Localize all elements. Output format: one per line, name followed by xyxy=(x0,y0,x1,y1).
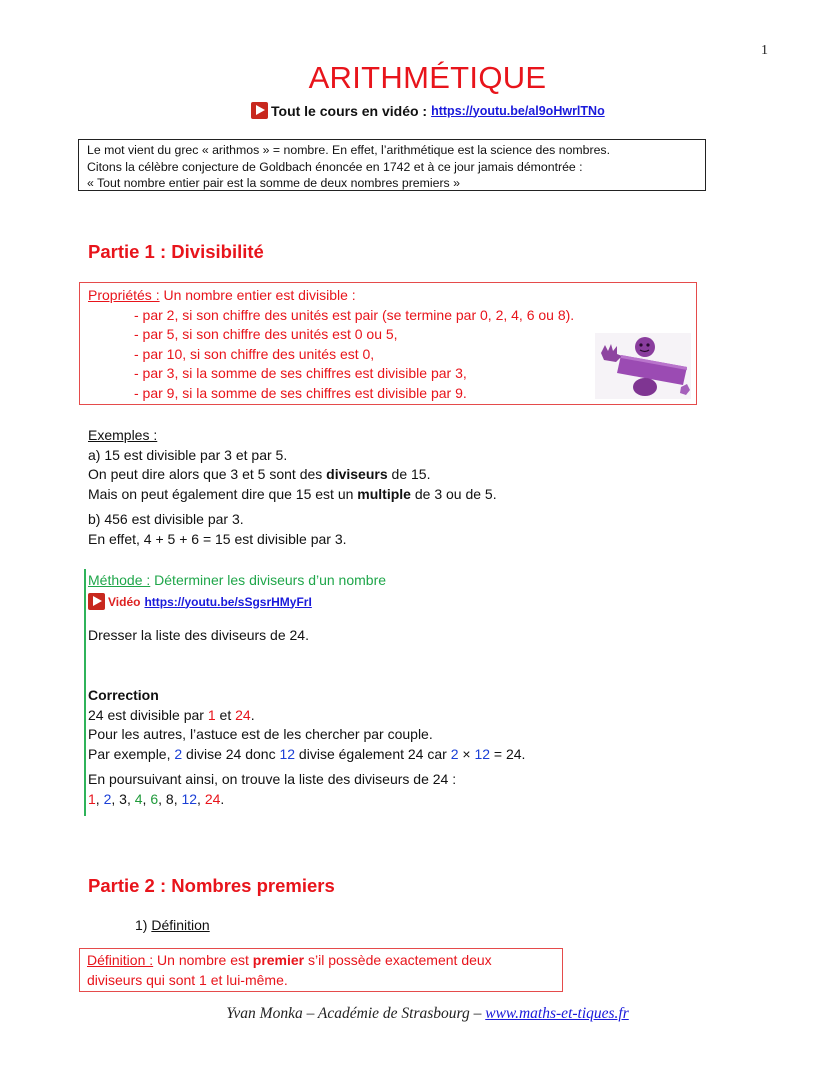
highlight-number: 1 xyxy=(207,706,216,723)
correction-line xyxy=(88,745,525,765)
examples-label: Exemples : xyxy=(88,427,158,443)
subsection-number: 1) xyxy=(135,917,152,933)
subsection-heading xyxy=(135,916,210,936)
text: divise 24 donc xyxy=(182,745,280,762)
divisor: 8 xyxy=(165,790,174,807)
divisor: 24 xyxy=(204,790,221,807)
text: . xyxy=(250,706,255,723)
text: divise également 24 car xyxy=(295,745,451,762)
method-video-label: Vidéo xyxy=(108,594,141,609)
definition-line: diviseurs qui sont 1 et lui-même. xyxy=(87,971,288,988)
footer-text: Yvan Monka – Académie de Strasbourg – xyxy=(226,1005,486,1022)
method-heading xyxy=(88,571,386,591)
divisor: 12 xyxy=(181,790,198,807)
text: s’il possède exactement deux xyxy=(304,952,492,968)
subsection-title: Définition xyxy=(151,917,210,933)
bold-term: premier xyxy=(252,952,305,968)
page-number: 1 xyxy=(761,43,768,58)
mascot-illustration xyxy=(595,333,691,399)
correction-line: Pour les autres, l’astuce est de les chercher par couple. xyxy=(88,726,433,743)
example-b-line: En effet, 4 + 5 + 6 = 15 est divisible par 3. xyxy=(88,530,347,547)
youtube-play-icon[interactable] xyxy=(251,102,268,119)
highlight-number: 24 xyxy=(235,706,251,723)
text: Par exemple, xyxy=(88,745,175,762)
highlight-number: 12 xyxy=(474,745,491,762)
property-item: - par 2, si son chiffre des unités est pair (se termine par 0, 2, 4, 6 ou 8). xyxy=(134,306,575,323)
divisor: 4 xyxy=(134,790,143,807)
highlight-number: 12 xyxy=(279,745,296,762)
property-item: - par 5, si son chiffre des unités est 0 ou 5, xyxy=(134,326,398,343)
text: et xyxy=(215,706,236,723)
method-label: Méthode : xyxy=(88,572,151,588)
method-exercise: Dresser la liste des diviseurs de 24. xyxy=(88,627,309,643)
text: de 15. xyxy=(387,466,431,483)
definition-label: Définition : xyxy=(87,952,154,968)
course-video-label: Tout le cours en vidéo : xyxy=(271,102,428,119)
text: × xyxy=(458,745,475,762)
text: de 3 ou de 5. xyxy=(410,485,497,502)
divisor: 3 xyxy=(119,790,127,807)
divisor: 1 xyxy=(88,790,96,807)
example-a-line: a) 15 est divisible par 3 et par 5. xyxy=(88,446,288,463)
property-item: - par 10, si son chiffre des unités est 0, xyxy=(134,345,375,362)
text: Mais on peut également dire que 15 est un xyxy=(88,485,358,502)
separator: , xyxy=(95,790,104,807)
divisor: 6 xyxy=(150,790,159,807)
properties-intro: Un nombre entier est divisible : xyxy=(159,287,356,303)
examples-section xyxy=(88,426,497,550)
footer-link[interactable]: www.maths-et-tiques.fr xyxy=(485,1005,629,1022)
divisors-list xyxy=(88,790,525,810)
youtube-play-icon[interactable] xyxy=(88,593,105,610)
separator: , xyxy=(111,790,120,807)
property-item: - par 9, si la somme de ses chiffres est divisible par 9. xyxy=(134,384,467,401)
correction-title: Correction xyxy=(88,687,159,703)
method-side-bar xyxy=(84,569,86,816)
properties-box xyxy=(79,282,697,405)
method-video-line xyxy=(88,593,312,610)
divisor: 2 xyxy=(103,790,112,807)
correction-line: En poursuivant ainsi, on trouve la liste des diviseurs de 24 : xyxy=(88,771,457,788)
properties-label: Propriétés : xyxy=(88,287,160,303)
correction-line xyxy=(88,706,525,726)
text: = 24. xyxy=(490,745,526,762)
example-a-line xyxy=(88,465,497,485)
method-video-link[interactable]: https://youtu.be/sSgsrHMyFrI xyxy=(144,594,312,609)
correction-section xyxy=(88,686,525,810)
course-video-line xyxy=(251,102,605,119)
text: . xyxy=(220,790,225,807)
example-a-line xyxy=(88,485,497,505)
bold-term: multiple xyxy=(357,485,411,502)
text: 24 est divisible par xyxy=(88,706,208,723)
page-footer xyxy=(0,1005,828,1023)
separator: , xyxy=(197,790,205,807)
text: On peut dire alors que 3 et 5 sont des xyxy=(88,466,327,483)
property-item: - par 3, si la somme de ses chiffres est divisible par 3, xyxy=(134,365,467,382)
part1-heading: Partie 1 : Divisibilité xyxy=(88,241,264,262)
text: Un nombre est xyxy=(153,952,253,968)
intro-line: Citons la célèbre conjecture de Goldbach énoncée en 1742 et à ce jour jamais démontrée : xyxy=(87,159,583,174)
course-video-link[interactable]: https://youtu.be/al9oHwrlTNo xyxy=(431,103,605,118)
bold-term: diviseurs xyxy=(326,466,388,483)
separator: , xyxy=(173,790,182,807)
highlight-number: 2 xyxy=(174,745,183,762)
separator: , xyxy=(158,790,166,807)
highlight-number: 2 xyxy=(450,745,459,762)
method-title: Déterminer les diviseurs d’un nombre xyxy=(150,572,387,588)
intro-line: « Tout nombre entier pair est la somme de deux nombres premiers » xyxy=(87,176,460,190)
definition-box xyxy=(79,948,563,992)
separator: , xyxy=(142,790,151,807)
page-title: ARITHMÉTIQUE xyxy=(308,60,547,95)
intro-line: Le mot vient du grec « arithmos » = nombre. En effet, l’arithmétique est la science des nombres. xyxy=(87,143,611,157)
part2-heading: Partie 2 : Nombres premiers xyxy=(88,875,335,896)
intro-box xyxy=(78,139,706,191)
example-b-line: b) 456 est divisible par 3. xyxy=(88,511,244,528)
separator: , xyxy=(126,790,135,807)
